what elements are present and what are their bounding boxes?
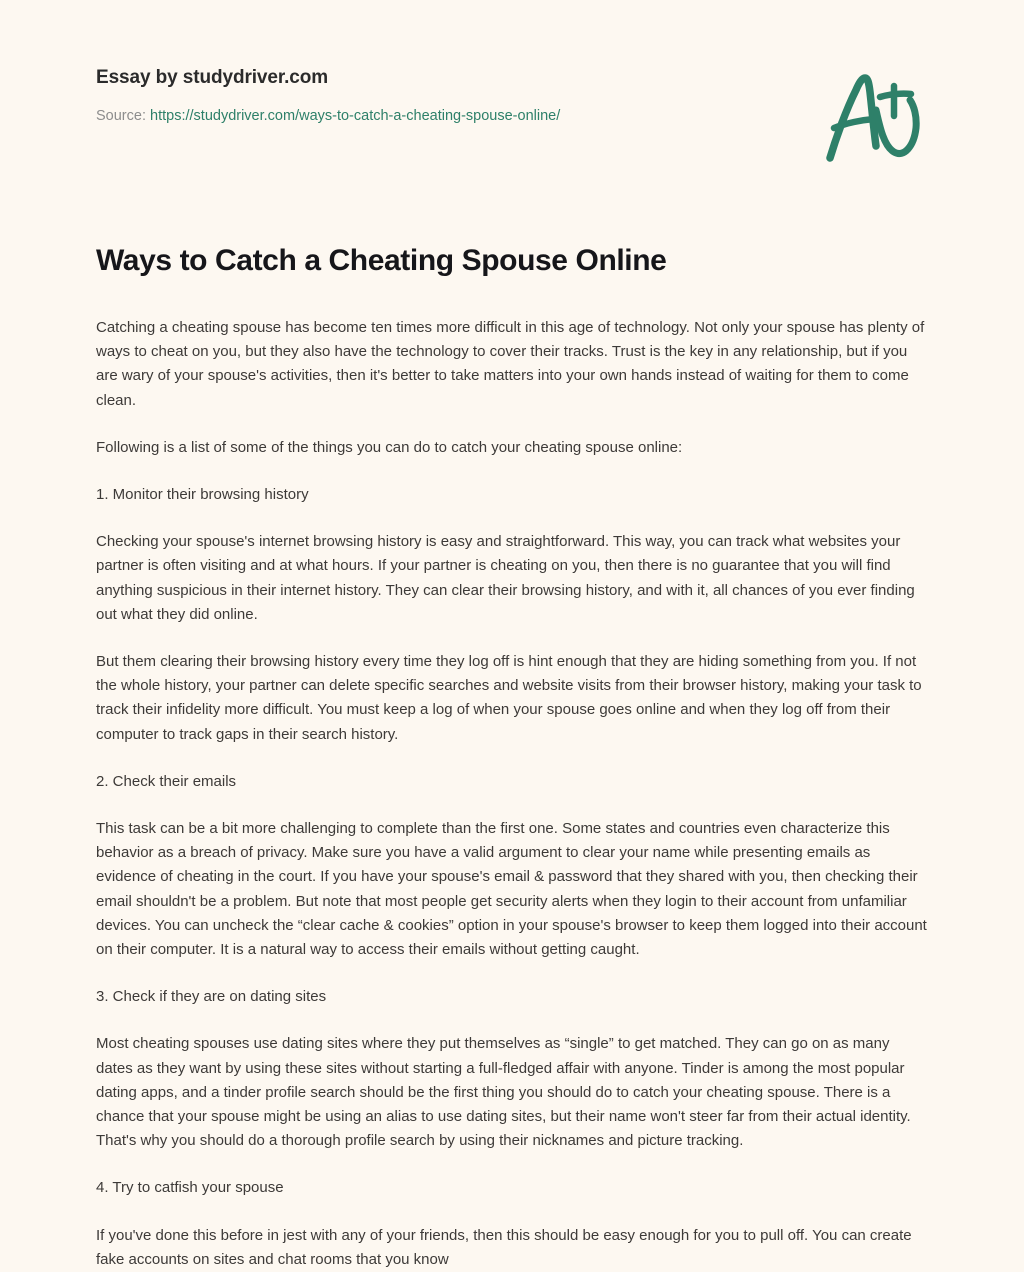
paragraph-2: Checking your spouse's internet browsing history is easy and straightforward. This way, you can track what websites your partner is often visiting and at what hours. If your partner is cheating on you, then there is no guarantee that you will find anything suspicious in their internet history. They can clear their browsing history, and with it, all chances of you ever finding out what they did online. xyxy=(96,533,915,623)
paragraph-5: Most cheating spouses use dating sites where they put themselves as “single” to get matched. They can go on as many dates as they want by using these sites without starting a full-fledged affair with anyone. Tinder is among the most popular dating apps, and a tinder profile search should be the first thing you should do to catch your cheating spouse. There is a chance that your spouse might be using an alias to use dating sites, but their name won't steer far from their actual identity. That's why you should do a thorough profile search by using their nicknames and picture tracking. xyxy=(96,1035,911,1150)
paragraph-6: If you've done this before in jest with any of your friends, then this should be easy enough for you to pull off. You can create fake accounts on sites and chat rooms that you know xyxy=(96,1226,912,1268)
document-header xyxy=(96,0,928,124)
section-heading-3: 3. Check if they are on dating sites xyxy=(96,988,327,1006)
byline: Essay by studydriver.com xyxy=(96,67,329,88)
page-title: Ways to Catch a Cheating Spouse Online xyxy=(96,244,667,277)
source-url-link[interactable]: https://studydriver.com/ways-to-catch-a-cheating-spouse-online/ xyxy=(150,108,561,124)
paragraph-4: This task can be a bit more challenging to complete than the first one. Some states and countries even characterize this behavior as a breach of privacy. Make sure you have a valid argument to clear your name while presenting emails as evidence of cheating in the court. If you have your spouse's email & password that they shared with you, then checking their email shouldn't be a problem. But note that most people get security alerts when they login to their account from unfamiliar devices. You can uncheck the “clear cache & cookies” option in your spouse's browser to keep them logged into their account on their computer. It is a natural way to access their emails without getting caught. xyxy=(96,820,927,959)
paragraph-intro-list: Following is a list of some of the things you can do to catch your cheating spouse online: xyxy=(96,438,683,456)
source-line xyxy=(96,106,928,126)
article-body xyxy=(96,112,928,1272)
studydriver-a-plus-logo xyxy=(818,66,928,166)
paragraph-1: Catching a cheating spouse has become ten times more difficult in this age of technology. Not only your spouse has plenty of ways to cheat on you, but they also have the technology to cover their tracks. Trust is the key in any relationship, but if you are wary of your spouse's activities, then it's better to take matters into your own hands instead of waiting for them to come clean. xyxy=(96,319,925,409)
source-label: Source: xyxy=(96,108,146,124)
section-heading-1: 1. Monitor their browsing history xyxy=(96,486,309,504)
section-heading-4: 4. Try to catfish your spouse xyxy=(96,1179,284,1197)
section-heading-2: 2. Check their emails xyxy=(96,772,237,790)
paragraph-3: But them clearing their browsing history every time they log off is hint enough that they are hiding something from you. If not the whole history, your partner can delete specific searches and website visits from their browser history, making your task to track their infidelity more difficult. You must keep a log of when your spouse goes online and when they log off from their computer to track gaps in their search history. xyxy=(96,653,922,743)
